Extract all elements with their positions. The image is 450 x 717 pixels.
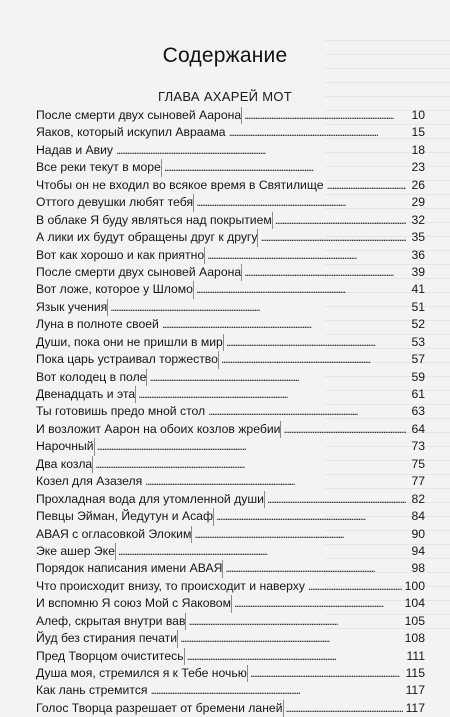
toc-entry xyxy=(36,177,425,194)
dot-leader xyxy=(244,264,406,281)
toc-entry xyxy=(36,386,425,403)
dot-leader xyxy=(187,648,404,665)
dot-leader xyxy=(308,578,402,595)
toc-list xyxy=(36,107,425,717)
toc-entry xyxy=(36,124,425,141)
toc-entry-title: А лики их будут обращены друг к другу xyxy=(36,229,257,246)
toc-entry-page-number: 98 xyxy=(411,561,425,576)
toc-entry xyxy=(36,421,425,438)
toc-entry xyxy=(36,299,425,316)
toc-entry-page-number: 51 xyxy=(411,299,425,314)
toc-entry-page-number: 32 xyxy=(411,212,425,227)
toc-entry xyxy=(36,316,425,333)
toc-entry-title: В облаке Я буду являться над покрытием xyxy=(36,212,272,229)
dot-leader xyxy=(118,543,406,560)
toc-entry xyxy=(36,194,425,211)
toc-entry-page-number: 104 xyxy=(404,596,425,611)
toc-entry xyxy=(36,700,425,717)
toc-entry-page-number: 18 xyxy=(411,142,425,157)
toc-entry-page-number: 77 xyxy=(411,474,425,489)
toc-entry xyxy=(36,159,425,176)
toc-entry-page-number: 84 xyxy=(411,509,425,524)
toc-entry xyxy=(36,281,425,298)
toc-entry xyxy=(36,247,425,264)
toc-entry xyxy=(36,456,425,473)
toc-entry-page-number: 35 xyxy=(411,230,425,245)
toc-entry-page-number: 64 xyxy=(411,421,425,436)
dot-leader xyxy=(267,491,406,508)
toc-entry-page-number: 39 xyxy=(411,264,425,279)
toc-entry-title: Алеф, скрытая внутри вав xyxy=(36,613,185,630)
chapter-title: ГЛАВА АХАРЕЙ МОТ xyxy=(157,89,293,104)
toc-entry-title: И возложит Аарон на обоих козлов жребии xyxy=(36,421,280,438)
dot-leader xyxy=(286,700,403,717)
toc-entry-page-number: 73 xyxy=(411,439,425,454)
dot-leader xyxy=(228,124,406,141)
toc-entry xyxy=(36,369,425,386)
toc-entry xyxy=(36,648,425,665)
toc-entry-title: Двенадцать и эта xyxy=(36,386,135,403)
dot-leader xyxy=(275,212,406,229)
toc-entry-title: Порядок написания имени АВАЯ xyxy=(36,560,222,577)
toc-entry-page-number: 117 xyxy=(405,683,425,698)
toc-entry-page-number: 26 xyxy=(411,177,425,192)
toc-heading: Содержание xyxy=(162,44,288,67)
toc-entry-title: Пока царь устраивал торжество xyxy=(36,351,218,368)
toc-entry-page-number: 75 xyxy=(411,456,425,471)
toc-entry-page-number: 29 xyxy=(411,195,425,210)
toc-entry-title: Оттого девушки любят тебя xyxy=(36,194,193,211)
toc-entry xyxy=(36,107,425,124)
toc-entry-title: Луна в полноте своей xyxy=(36,317,159,332)
toc-entry xyxy=(36,334,425,351)
dot-leader xyxy=(234,595,402,612)
toc-entry-title: Певцы Эйман, Йедутун и Асаф xyxy=(36,508,213,525)
toc-entry xyxy=(36,473,425,490)
toc-entry-title: Два козла xyxy=(36,456,92,473)
toc-entry-page-number: 59 xyxy=(411,369,425,384)
dot-leader xyxy=(116,142,406,159)
dot-leader xyxy=(221,351,406,368)
toc-entry xyxy=(36,491,425,508)
toc-entry xyxy=(36,264,425,281)
toc-entry-title: Йуд без стирания печати xyxy=(36,630,177,647)
toc-entry-title: Прохладная вода для утомленной души xyxy=(36,491,264,508)
toc-entry-title: Козел для Азазеля xyxy=(36,474,143,489)
toc-entry-page-number: 53 xyxy=(411,334,425,349)
dot-leader xyxy=(207,247,406,264)
dot-leader xyxy=(196,194,406,211)
toc-entry-page-number: 105 xyxy=(404,613,425,628)
toc-entry xyxy=(36,595,425,612)
toc-entry-title: Нарочный xyxy=(36,438,94,455)
dot-leader xyxy=(226,334,406,351)
toc-entry xyxy=(36,543,425,560)
toc-entry-title: После смерти двух сыновей Аарона xyxy=(36,107,241,124)
dot-leader xyxy=(225,560,406,577)
dot-leader xyxy=(194,526,406,543)
toc-entry-title: Эке ашер Эке xyxy=(36,543,115,560)
toc-entry xyxy=(36,212,425,229)
toc-entry-title: Душа моя, стремился я к Тебе ночью xyxy=(36,665,247,682)
toc-entry-page-number: 111 xyxy=(406,648,425,663)
toc-entry xyxy=(36,578,425,595)
dot-leader xyxy=(95,456,406,473)
toc-entry xyxy=(36,630,425,647)
toc-entry-title: Голос Творца разрешает от бремени ланей xyxy=(36,700,283,717)
dot-leader xyxy=(216,508,406,525)
dot-leader xyxy=(180,630,402,647)
dot-leader xyxy=(208,403,406,420)
toc-entry xyxy=(36,438,425,455)
toc-entry xyxy=(36,351,425,368)
toc-entry-title: Что происходит внизу, то происходит и наверху xyxy=(36,578,305,593)
toc-entry-title: Как лань стремится xyxy=(36,683,148,698)
toc-entry xyxy=(36,560,425,577)
toc-entry-title: Вот ложе, которое у Шломо xyxy=(36,281,193,298)
toc-entry-page-number: 117 xyxy=(405,700,425,715)
dot-leader xyxy=(327,177,406,194)
toc-entry-title: Вот колодец в поле xyxy=(36,369,146,386)
toc-entry-page-number: 23 xyxy=(411,160,425,175)
dot-leader xyxy=(196,281,406,298)
toc-entry-title: Вот как хорошо и как приятно xyxy=(36,247,204,264)
toc-entry-page-number: 57 xyxy=(411,352,425,367)
dot-leader xyxy=(97,438,406,455)
dot-leader xyxy=(149,369,406,386)
dot-leader xyxy=(145,473,406,490)
toc-entry-page-number: 10 xyxy=(411,108,425,122)
toc-entry-title: Пред Творцом очиститесь xyxy=(36,648,184,665)
toc-entry-title: Все реки текут в море xyxy=(36,159,161,176)
toc-entry-title: Души, пока они не пришли в мир xyxy=(36,334,223,351)
dot-leader xyxy=(110,299,406,316)
toc-entry-title: Надав и Авиу xyxy=(36,142,114,157)
toc-entry-title: Ты готовишь предо мной стол xyxy=(36,404,206,419)
toc-entry-title: Яаков, который искупил Авраама xyxy=(36,125,226,140)
toc-entry-title: Язык учения xyxy=(36,299,107,316)
toc-entry-title: После смерти двух сыновей Аарона xyxy=(36,264,241,281)
toc-entry-title: Чтобы он не входил во всякое время в Святилище xyxy=(36,177,324,192)
toc-entry-title: АВАЯ с огласовкой Элоким xyxy=(36,526,191,543)
toc-entry-page-number: 82 xyxy=(411,491,425,506)
toc-entry xyxy=(36,526,425,543)
dot-leader xyxy=(244,107,406,124)
dot-leader xyxy=(260,229,406,246)
toc-entry-page-number: 100 xyxy=(404,578,425,593)
toc-entry xyxy=(36,665,425,682)
toc-entry xyxy=(36,508,425,525)
toc-entry-page-number: 61 xyxy=(411,387,425,401)
toc-entry-page-number: 52 xyxy=(411,317,425,332)
toc-entry xyxy=(36,613,425,630)
dot-leader xyxy=(162,316,406,333)
dot-leader xyxy=(250,665,403,682)
toc-entry xyxy=(36,403,425,420)
toc-entry-page-number: 94 xyxy=(411,543,425,558)
toc-entry-page-number: 108 xyxy=(404,631,425,646)
dot-leader xyxy=(138,386,406,403)
toc-entry-page-number: 36 xyxy=(411,247,425,262)
toc-entry-page-number: 15 xyxy=(411,125,425,140)
dot-leader xyxy=(188,613,401,630)
dot-leader xyxy=(164,159,406,176)
toc-entry-page-number: 90 xyxy=(411,526,425,541)
toc-entry-title: И вспомню Я союз Мой с Яаковом xyxy=(36,595,231,612)
toc-entry xyxy=(36,682,425,699)
dot-leader xyxy=(283,421,406,438)
toc-entry-page-number: 63 xyxy=(411,404,425,419)
toc-entry xyxy=(36,229,425,246)
toc-entry-page-number: 115 xyxy=(405,666,425,680)
toc-entry xyxy=(36,142,425,159)
dot-leader xyxy=(151,682,403,699)
toc-entry-page-number: 41 xyxy=(411,282,425,297)
